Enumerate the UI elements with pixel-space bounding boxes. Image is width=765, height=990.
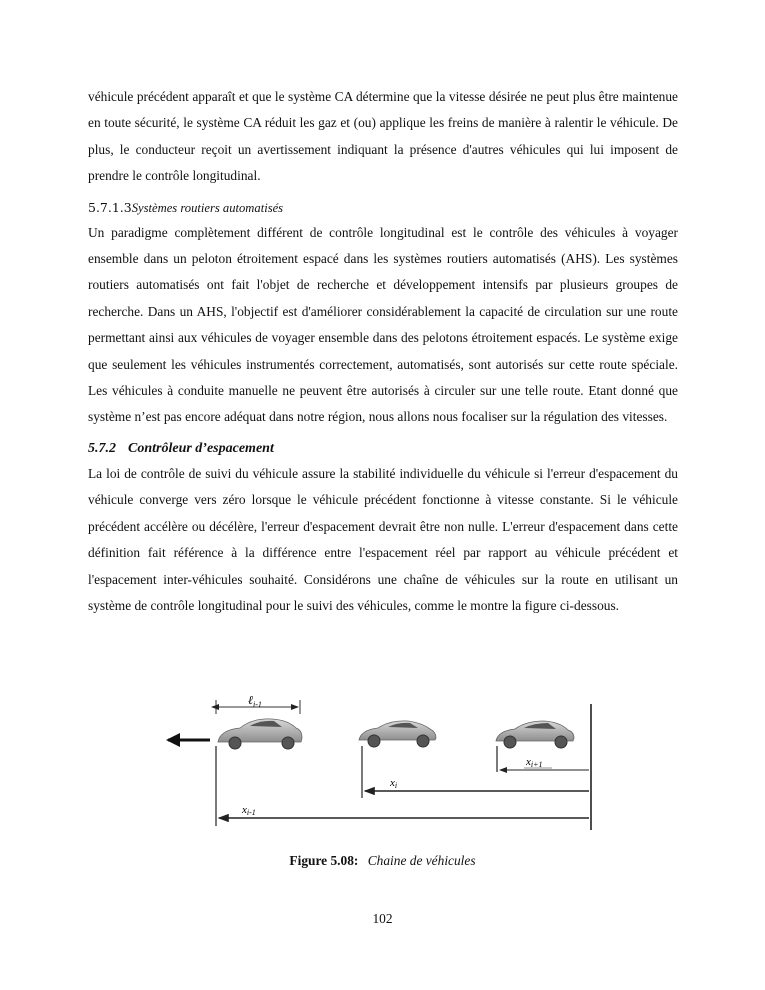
direction-arrowhead (166, 733, 180, 747)
x-current-label: xi (390, 777, 398, 790)
page-number: 102 (372, 911, 393, 926)
figure-caption-label: Figure 5.08: (289, 853, 359, 868)
section-number: 5.7.2 (88, 440, 116, 456)
paragraph-intro: véhicule précédent apparaît et que le système CA détermine que la vitesse désirée ne peut plus être maintenue en toute sécurité, le système CA réduit les gaz et (ou) applique les freins de manière à ralentir le véhicule. De plus, le conducteur reçoit un avertissement indiquant la présence d'autres véhicules qui lui imposent de prendre le contrôle longitudinal. (88, 89, 678, 184)
subsection-title: Systèmes routiers automatisés (131, 200, 284, 215)
figure-caption (0, 853, 765, 869)
paragraph-spacing: La loi de contrôle de suivi du véhicule assure la stabilité individuelle du véhicule si l'erreur d'espacement du véhicule converge vers zéro lorsque le véhicule précédent fonctionne à vitesse constante. Si le véhicule précédent accélère ou décélère, l'erreur d'espacement devrait être non nulle. L'erreur d'espacement dans cette définition fait référence à la différence entre l'espacement réel par rapport au véhicule précédent et l'espacement inter-véhicules souhaité. Considérons une chaîne de véhicules sur la route en utilisant un système de contrôle longitudinal pour le suivi des véhicules, comme le montre la figure ci-dessous. (88, 465, 678, 613)
page-body (88, 84, 678, 619)
x-next-label: xi+1 (526, 756, 543, 769)
section-heading (88, 439, 678, 459)
subsection-heading (88, 198, 678, 218)
vehicle-chain-figure (160, 690, 600, 835)
car-middle (359, 721, 436, 747)
car-rear (496, 721, 574, 748)
car-lead (218, 719, 302, 749)
subsection-number: 5.7.1.3 (88, 199, 132, 215)
x-previous-label: xi-1 (242, 804, 256, 817)
section-title: Contrôleur d’espacement (128, 440, 274, 456)
paragraph-ahs: Un paradigme complètement différent de contrôle longitudinal est le contrôle des véhicules à voyager ensemble dans un peloton étroitement espacé dans les systèmes routiers automatisés (AHS). Les systèmes routiers automatisés ont fait l'objet de recherche et développement intensifs par plusieurs groupes de recherche. Dans un AHS, l'objectif est d'améliorer considérablement la capacité de circulation sur une route permettant ainsi aux véhicules de voyager ensemble dans des pelotons étroitement espacés. Le système exige que seulement les véhicules instrumentés correctement, automatisés, sont autorisés sur cette route spéciale. Les véhicules à conduite manuelle ne peuvent être autorisés à circuler sur une telle route. Etant donné que système n’est pas encore adéquat dans notre région, nous allons nous focaliser sur la régulation des vitesses. (88, 224, 678, 425)
figure-caption-text: Chaine de véhicules (367, 853, 476, 868)
length-label: ℓ$_{i-1}$ (248, 693, 262, 709)
